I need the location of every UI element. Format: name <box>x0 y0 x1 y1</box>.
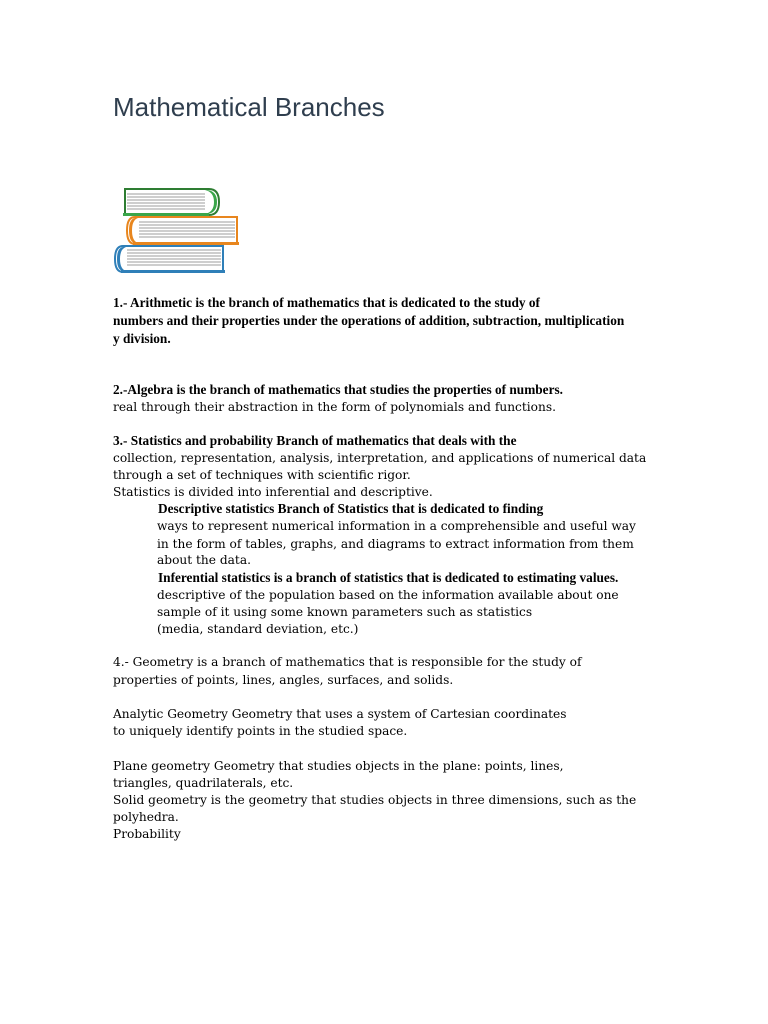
statistics-heading: 3.- Statistics and probability Branch of mathematics that deals with the <box>113 433 517 448</box>
arithmetic-heading: 1.- Arithmetic is the branch of mathematics that is dedicated to the study of <box>113 295 540 310</box>
green-book <box>123 189 219 216</box>
inferential-statistics-text: sample of it using some known parameters such as statistics <box>157 605 533 619</box>
algebra-heading: 2.-Algebra is the branch of mathematics that studies the properties of numbers. <box>113 382 563 397</box>
statistics-text: Statistics is divided into inferential and descriptive. <box>113 485 433 499</box>
algebra-text: real through their abstraction in the form of polynomials and functions. <box>113 400 556 414</box>
solid-geometry-text: Solid geometry is the geometry that studies objects in three dimensions, such as the <box>113 793 637 807</box>
statistics-text: through a set of techniques with scientific rigor. <box>113 468 411 482</box>
arithmetic-text: y division. <box>113 331 171 346</box>
descriptive-statistics-text: about the data. <box>157 553 251 567</box>
plane-geometry-text: triangles, quadrilaterals, etc. <box>113 776 294 790</box>
orange-book <box>127 217 239 245</box>
blue-book <box>115 246 225 273</box>
descriptive-statistics-text: ways to represent numerical information in a comprehensible and useful way <box>157 519 636 533</box>
stack-of-books-icon <box>113 186 241 274</box>
analytic-geometry-text: to uniquely identify points in the studied space. <box>113 724 408 738</box>
descriptive-statistics-text: in the form of tables, graphs, and diagrams to extract information from them <box>157 537 634 551</box>
statistics-text: collection, representation, analysis, interpretation, and applications of numerical data <box>113 451 647 465</box>
solid-geometry-text: polyhedra. <box>113 810 179 824</box>
inferential-statistics-text: descriptive of the population based on the information available about one <box>157 588 619 602</box>
inferential-statistics-heading: Inferential statistics is a branch of statistics that is dedicated to estimating values. <box>158 570 619 585</box>
plane-geometry-text: Plane geometry Geometry that studies objects in the plane: points, lines, <box>113 759 564 773</box>
page-title: Mathematical Branches <box>113 92 385 122</box>
geometry-heading: 4.- Geometry is a branch of mathematics that is responsible for the study of <box>113 655 582 669</box>
arithmetic-text: numbers and their properties under the operations of addition, subtraction, multiplication <box>113 313 625 328</box>
geometry-text: properties of points, lines, angles, surfaces, and solids. <box>113 673 454 687</box>
probability-text: Probability <box>113 827 181 841</box>
descriptive-statistics-heading: Descriptive statistics Branch of Statistics that is dedicated to finding <box>158 501 544 516</box>
analytic-geometry-text: Analytic Geometry Geometry that uses a system of Cartesian coordinates <box>113 707 567 721</box>
inferential-statistics-text: (media, standard deviation, etc.) <box>157 622 359 636</box>
